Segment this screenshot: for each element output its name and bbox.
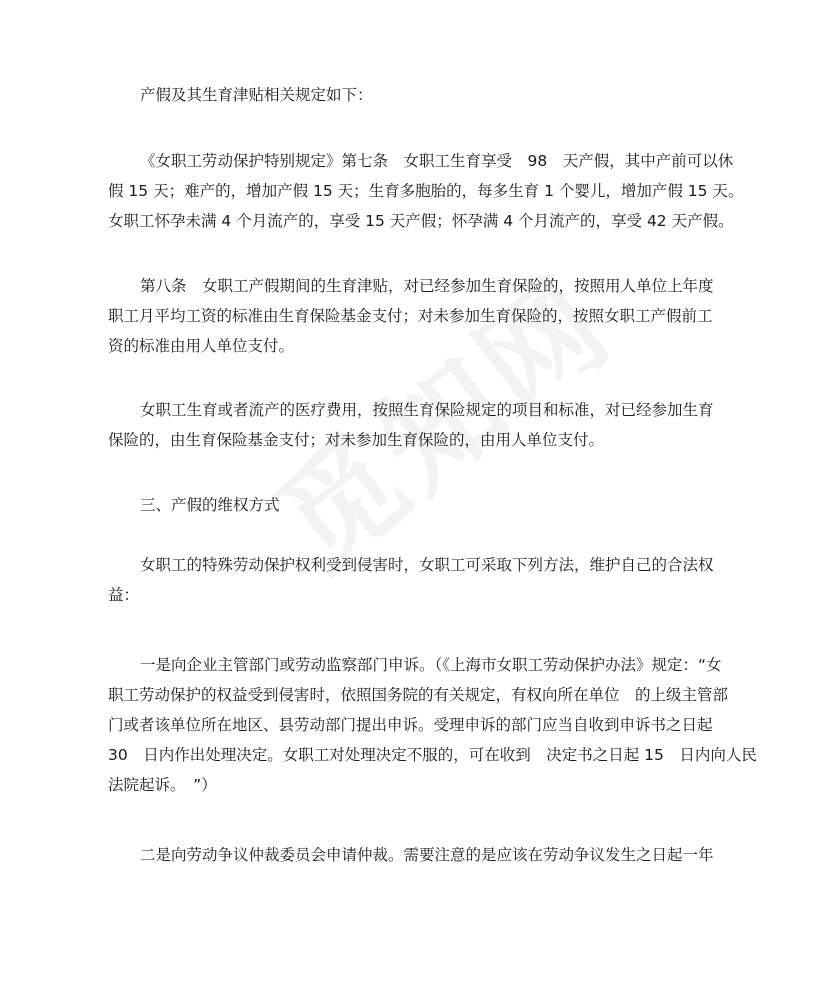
text-line: 门或者该单位所在地区、县劳动部门提出申诉。受理申诉的部门应当自收到申诉书之日起 bbox=[108, 716, 713, 734]
text-line: 三、产假的维权方式 bbox=[140, 496, 280, 514]
paragraph-method-1 bbox=[108, 650, 757, 800]
text-line: 益： bbox=[108, 586, 140, 604]
text-line: 30 日内作出处理决定。女职工对处理决定不服的，可在收到 决定书之日起 15 日内向人民 bbox=[108, 746, 757, 764]
text-line: 职工劳动保护的权益受到侵害时，依照国务院的有关规定，有权向所在单位 的上级主管部 bbox=[108, 686, 729, 704]
text-line: 资的标准由用人单位支付。 bbox=[108, 337, 295, 355]
paragraph-medical-costs bbox=[108, 395, 728, 455]
text-line: 女职工生育或者流产的医疗费用，按照生育保险规定的项目和标准，对已经参加生育 bbox=[140, 401, 714, 419]
text-line: 一是向企业主管部门或劳动监察部门申诉。（《上海市女职工劳动保护办法》规定：“女 bbox=[140, 656, 722, 674]
text-line: 女职工怀孕未满 4 个月流产的，享受 15 天产假；怀孕满 4 个月流产的，享受 42 天产假。 bbox=[108, 212, 734, 230]
paragraph-article-7 bbox=[108, 146, 744, 236]
text-line: 保险的，由生育保险基金支付；对未参加生育保险的，由用人单位支付。 bbox=[108, 431, 605, 449]
paragraph-article-8 bbox=[108, 271, 728, 361]
text-line: 《女职工劳动保护特别规定》第七条 女职工生育享受 98 天产假，其中产前可以休 bbox=[140, 152, 734, 170]
text-line: 第八条 女职工产假期间的生育津贴，对已经参加生育保险的，按照用人单位上年度 bbox=[140, 277, 714, 295]
text-line: 假 15 天；难产的，增加产假 15 天；生育多胞胎的，每多生育 1 个婴儿，增加产假 15 天。 bbox=[108, 182, 744, 200]
text-line: 法院起诉。 ”） bbox=[108, 776, 217, 794]
paragraph-intro bbox=[108, 80, 728, 110]
text-line: 二是向劳动争议仲裁委员会申请仲裁。需要注意的是应该在劳动争议发生之日起一年 bbox=[140, 846, 714, 864]
paragraph-method-2 bbox=[108, 840, 728, 870]
paragraph-rights-intro bbox=[108, 550, 728, 610]
section-heading bbox=[108, 490, 728, 520]
text-line: 产假及其生育津贴相关规定如下： bbox=[140, 86, 373, 104]
text-line: 女职工的特殊劳动保护权利受到侵害时，女职工可采取下列方法，维护自己的合法权 bbox=[140, 556, 714, 574]
text-line: 职工月平均工资的标准由生育保险基金支付；对未参加生育保险的，按照女职工产假前工 bbox=[108, 307, 713, 325]
